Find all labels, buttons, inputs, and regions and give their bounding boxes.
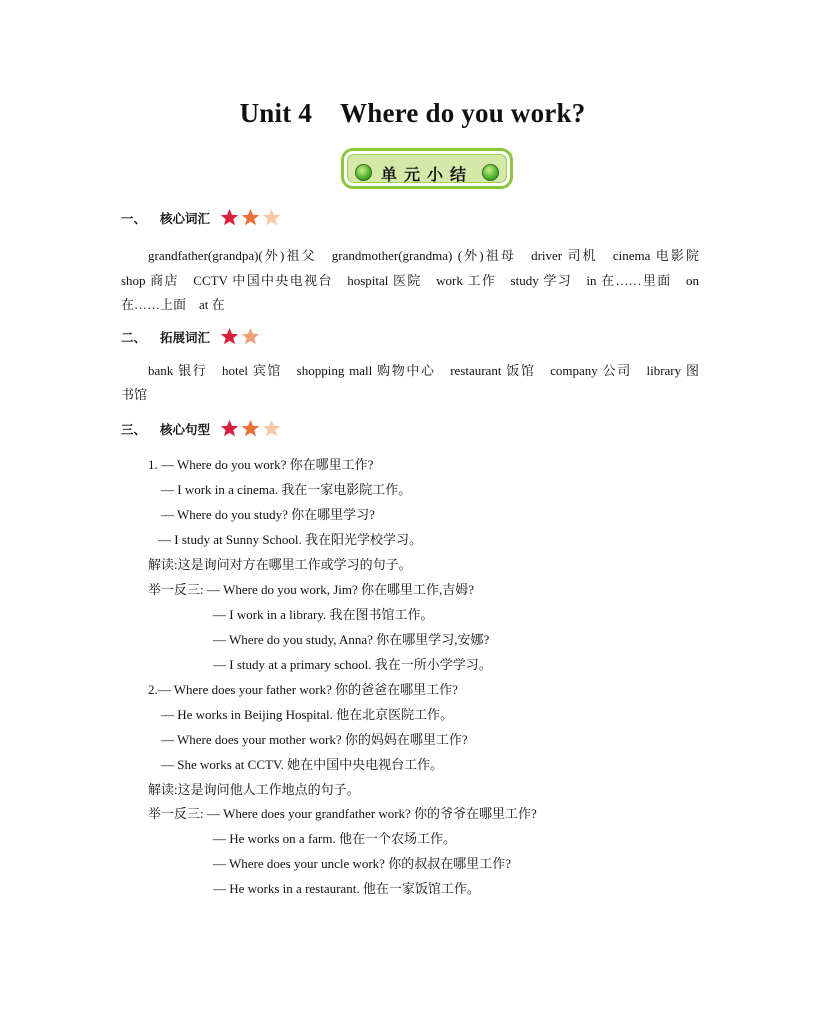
example-line: — He works on a farm. 他在一个农场工作。 (213, 831, 456, 846)
unit-label: Unit 4 (239, 98, 313, 128)
core-vocab-line: shop 商店 CCTV 中国中央电视台 hospital 医院 work 工作 study 学习 in 在……里面 on (121, 273, 699, 288)
star-icon (262, 208, 281, 227)
example-line: — He works in a restaurant. 他在一家饭馆工作。 (213, 881, 480, 896)
explanation-line: 解读:这是询问他人工作地点的句子。 (148, 782, 360, 797)
sentence-line: — Where does your mother work? 你的妈妈在哪里工作? (161, 732, 468, 747)
star-icon (220, 208, 239, 227)
sentence-line: — She works at CCTV. 她在中国中央电视台工作。 (161, 757, 444, 772)
example-line: — Where does your uncle work? 你的叔叔在哪里工作? (213, 856, 511, 871)
section-number: 一、 (121, 210, 147, 226)
example-line: — Where do you study, Anna? 你在哪里学习,安娜? (213, 632, 490, 647)
star-icon (262, 419, 281, 438)
sentence-line: — I work in a cinema. 我在一家电影院工作。 (161, 482, 412, 497)
section-heading-core-vocab (121, 208, 283, 227)
rating-stars (220, 419, 283, 438)
core-vocab-line: grandfather(grandpa)(外)祖父 grandmother(grandma) (外)祖母 driver 司机 cinema 电影院 (148, 248, 699, 263)
example-line: — I study at a primary school. 我在一所小学学习。 (213, 657, 492, 672)
rating-stars (220, 327, 262, 346)
section-heading-ext-vocab (121, 327, 262, 346)
section-label: 核心句型 (160, 421, 211, 437)
rating-stars (220, 208, 283, 227)
example-line: 举一反三: — Where does your grandfather work? 你的爷爷在哪里工作? (148, 806, 537, 821)
sentence-line: 1. — Where do you work? 你在哪里工作? (148, 457, 374, 472)
summary-badge (341, 148, 513, 189)
explanation-line: 解读:这是询问对方在哪里工作或学习的句子。 (148, 557, 412, 572)
example-line: 举一反三: — Where do you work, Jim? 你在哪里工作,吉姆? (148, 582, 475, 597)
section-number: 三、 (121, 421, 147, 437)
section-number: 二、 (121, 329, 147, 345)
sentence-line: — I study at Sunny School. 我在阳光学校学习。 (158, 532, 422, 547)
star-icon (220, 327, 239, 346)
sentence-line: 2.— Where does your father work? 你的爸爸在哪里工作? (148, 682, 458, 697)
sentence-line: — Where do you study? 你在哪里学习? (161, 507, 375, 522)
sentence-line: — He works in Beijing Hospital. 他在北京医院工作。 (161, 707, 454, 722)
ext-vocab-line: 书馆 (121, 387, 148, 402)
star-icon (220, 419, 239, 438)
star-icon (241, 327, 260, 346)
green-dot-icon (482, 164, 499, 181)
section-label: 拓展词汇 (160, 329, 211, 345)
example-line: — I work in a library. 我在图书馆工作。 (213, 607, 434, 622)
badge-label: 单元小结 (380, 165, 473, 184)
section-heading-core-sentences (121, 419, 283, 438)
page-title (0, 98, 825, 129)
section-label: 核心词汇 (160, 210, 211, 226)
unit-question: Where do you work? (340, 98, 586, 128)
star-icon (241, 208, 260, 227)
star-icon (241, 419, 260, 438)
ext-vocab-line: bank 银行 hotel 宾馆 shopping mall 购物中心 restaurant 饭馆 company 公司 library 图 (148, 363, 699, 378)
core-vocab-line: 在……上面 at 在 (121, 297, 225, 312)
